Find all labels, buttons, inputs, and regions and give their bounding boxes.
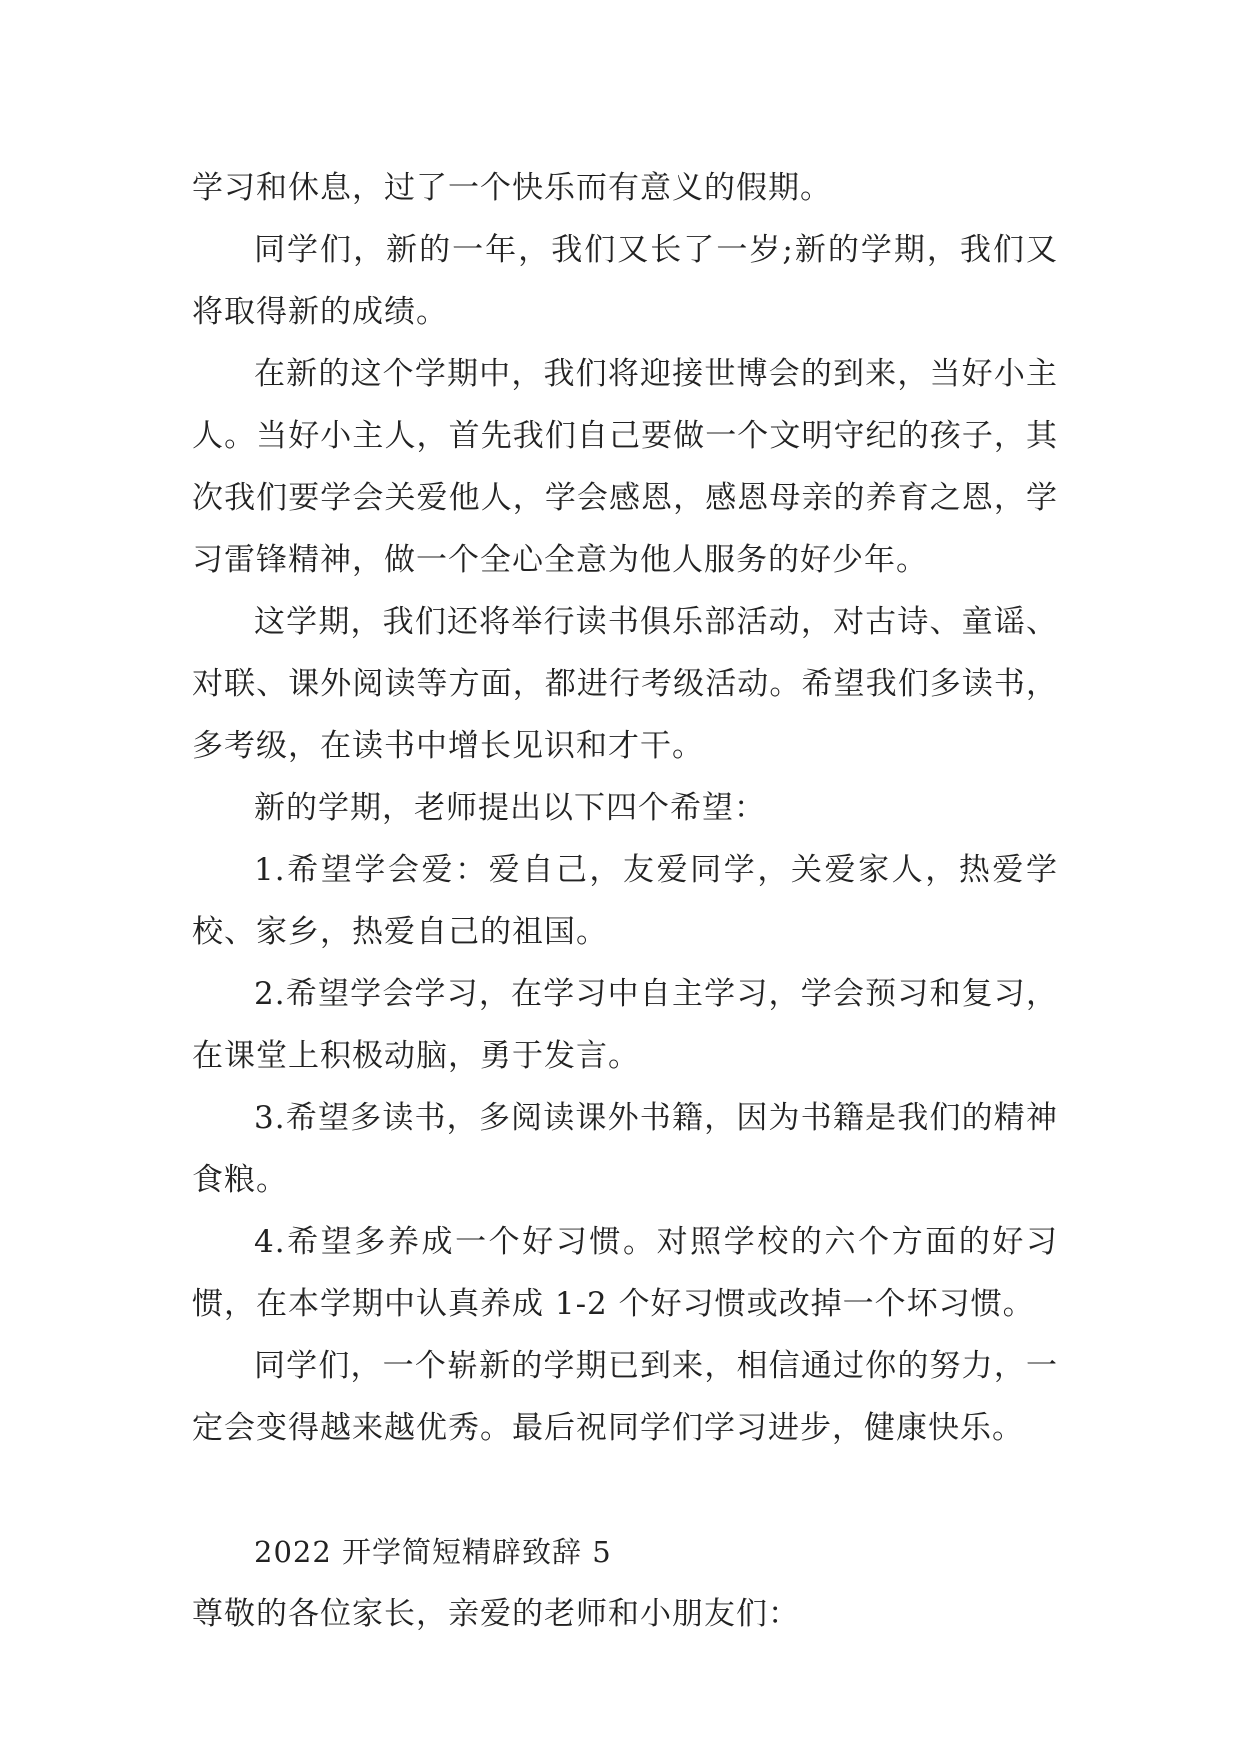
list-item-2: 2.希望学会学习，在学习中自主学习，学会预习和复习，在课堂上积极动脑，勇于发言。 [192,976,1058,1074]
list-item-3: 3.希望多读书，多阅读课外书籍，因为书籍是我们的精神食粮。 [192,1100,1058,1198]
salutation: 尊敬的各位家长，亲爱的老师和小朋友们： [192,1596,800,1632]
paragraph-1: 学习和休息，过了一个快乐而有意义的假期。 [192,170,832,206]
paragraph-5: 新的学期，老师提出以下四个希望： [254,790,766,826]
document-body [192,157,1058,1645]
paragraph-4: 这学期，我们还将举行读书俱乐部活动，对古诗、童谣、对联、课外阅读等方面，都进行考级活动。希望我们多读书，多考级，在读书中增长见识和才干。 [192,604,1058,764]
paragraph-2: 同学们，新的一年，我们又长了一岁;新的学期，我们又将取得新的成绩。 [192,232,1058,330]
list-item-4: 4.希望多养成一个好习惯。对照学校的六个方面的好习惯，在本学期中认真养成 1-2 个好习惯或改掉一个坏习惯。 [192,1224,1058,1322]
list-item-1: 1.希望学会爱：爱自己，友爱同学，关爱家人，热爱学校、家乡，热爱自己的祖国。 [192,852,1058,950]
paragraph-3: 在新的这个学期中，我们将迎接世博会的到来，当好小主人。当好小主人，首先我们自己要做一个文明守纪的孩子，其次我们要学会关爱他人，学会感恩，感恩母亲的养育之恩，学习雷锋精神，做一个全心全意为他人服务的好少年。 [192,356,1058,578]
section-heading: 2022 开学简短精辟致辞 5 [254,1535,612,1569]
closing-paragraph: 同学们，一个崭新的学期已到来，相信通过你的努力，一定会变得越来越优秀。最后祝同学们学习进步，健康快乐。 [192,1348,1058,1446]
